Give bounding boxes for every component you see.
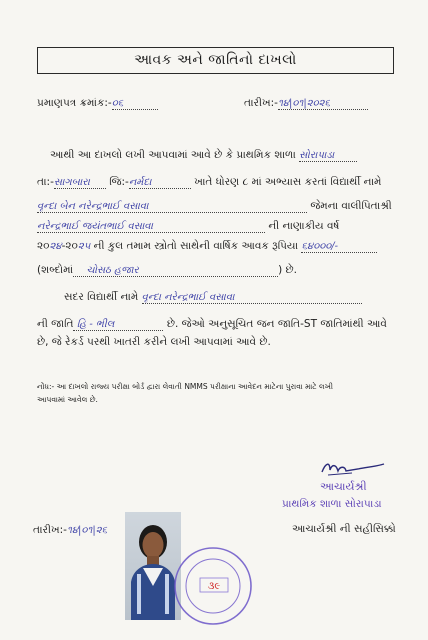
note-line-2: આપવામાં આવેલ છે. xyxy=(37,395,98,404)
financial-year-text: ની નાણાકીય વર્ષ xyxy=(268,220,340,232)
income-text: ની કુલ તમામ સ્ત્રોતો સાથેની વાર્ષિક આવક રૂપિયા xyxy=(93,240,299,252)
words-end: ) છે. xyxy=(278,264,297,276)
certificate-number-label: પ્રમાણપત્ર ક્રમાંક:- xyxy=(37,97,112,109)
body-line-7 xyxy=(64,291,362,304)
year-end: ૨૫ xyxy=(77,241,91,252)
principal-signature xyxy=(318,458,388,478)
year-mid: -૨૦ xyxy=(61,240,78,252)
note-block xyxy=(37,380,397,406)
words-label: (શબ્દોમાં xyxy=(37,264,74,276)
body-line-3 xyxy=(37,200,392,213)
student-label: સદર વિદ્યાર્થી નામે xyxy=(64,291,139,303)
caste-label: ની જાતિ xyxy=(37,318,74,330)
intro-text: આથી આ દાખલો લખી આપવામાં આવે છે કે પ્રાથમિક શાળા xyxy=(50,149,296,161)
body-line-9 xyxy=(37,336,271,349)
income-amount: ૬૪૦૦૦/- xyxy=(301,241,339,252)
body-line-8 xyxy=(37,318,387,331)
income-in-words: ચોસઠ હજાર xyxy=(86,265,139,276)
body-line-5 xyxy=(37,240,377,253)
guardian-text: જેમના વાલીપિતાશ્રી xyxy=(310,200,392,212)
caste-value: હિ - ભીલ xyxy=(76,319,115,330)
district-value: નર્મદા xyxy=(128,177,152,188)
school-seal-stamp xyxy=(172,545,254,627)
body-line-4 xyxy=(37,220,339,233)
body-line-2 xyxy=(37,176,381,189)
student-name-repeat: વૃન્દા નરેન્દ્રભાઈ વસાવા xyxy=(141,292,235,303)
seal-number: ૩૯ xyxy=(207,581,221,592)
date-label: તારીખ:- xyxy=(244,97,278,109)
date-row xyxy=(244,97,368,110)
certificate-number-value: ૦૬ xyxy=(111,98,124,109)
school-name: સોરાપાડા xyxy=(299,150,335,161)
date-value: ૧૪|૦૧|૨૦૨૬ xyxy=(277,98,331,109)
year-start: ૨૪ xyxy=(49,241,62,252)
body-line-6 xyxy=(37,264,297,277)
document-title: આવક અને જાતિનો દાખલો xyxy=(37,47,394,74)
standard-text: ખાતે ધોરણ ૮ માં અભ્યાસ કરતાં વિદ્યાર્થી નામે xyxy=(194,176,382,188)
district-label: જિ:- xyxy=(109,176,129,188)
bottom-date-row xyxy=(33,524,107,537)
parent-name: નરેન્દ્રભાઈ જયંતભાઈ વસાવા xyxy=(37,221,153,232)
tribe-text: છે. જેઓ અનુસૂચિત જન જાતિ-ST જાતિમાંથી આવે xyxy=(166,318,387,330)
body-line-1 xyxy=(50,149,357,162)
note-line-1: નોંધ:- આ દાખલો રાજ્ય પરીક્ષા બોર્ડ દ્વારા લેવાતી NMMS પરીક્ષાના આવેદન માટેના પુરાવા માટે લખી xyxy=(37,382,334,391)
stamp-school: પ્રાથમિક શાળા સોરાપાડા xyxy=(282,498,382,510)
stamp-title: આચાર્યશ્રી xyxy=(320,480,367,493)
bottom-date-value: ૧૪|૦૧|૨૬ xyxy=(66,525,108,536)
certificate-number-row xyxy=(37,97,158,110)
verification-text: છે, જે રેકર્ડ પરથી ખાતરી કરીને લખી આપવામાં આવે છે. xyxy=(37,336,271,348)
year-prefix: ૨૦ xyxy=(37,240,50,252)
taluka-value: સાગબારા xyxy=(53,177,90,188)
taluka-label: તા:- xyxy=(37,176,54,188)
student-name: વૃન્દા બેન નરેન્દ્રભાઈ વસાવા xyxy=(37,201,149,212)
principal-signature-label: આચાર્યશ્રી ની સહીસિક્કો xyxy=(292,523,396,535)
bottom-date-label: તારીખ:- xyxy=(33,524,67,536)
